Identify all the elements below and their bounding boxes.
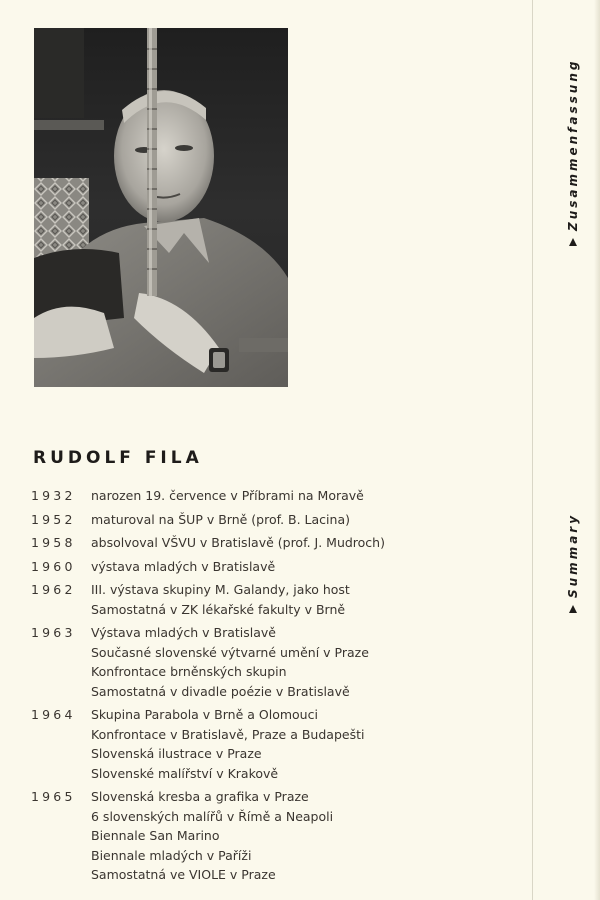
entry-event: absolvoval VŠVU v Bratislavě (prof. J. Mudroch) <box>91 535 385 550</box>
entry-event: Biennale mladých v Paříži <box>91 847 252 863</box>
entry-event: Samostatná v divadle poézie v Bratislavě <box>91 683 350 699</box>
chronology-entry <box>31 533 511 553</box>
entry-event: 6 slovenských malířů v Římě a Neapoli <box>91 808 334 824</box>
chronology-entry <box>31 580 511 619</box>
artist-name-heading: RUDOLF FILA <box>33 448 203 468</box>
chronology-entry <box>31 557 511 577</box>
chronology-entry <box>31 486 511 506</box>
entry-event: Konfrontace brněnských skupin <box>91 664 287 679</box>
entry-year: 1963 <box>31 625 76 640</box>
entry-event: Samostatná ve VIOLE v Praze <box>91 867 276 882</box>
entry-events <box>91 557 511 577</box>
entry-events <box>91 623 511 701</box>
page-tab-divider <box>532 0 533 900</box>
chronology-entry <box>31 623 511 701</box>
artist-portrait-photo <box>34 28 288 387</box>
entry-event: výstava mladých v Bratislavě <box>91 558 276 574</box>
entry-event: Konfrontace v Bratislavě, Praze a Budapešti <box>91 726 365 742</box>
entry-event: III. výstava skupiny M. Galandy, jako host <box>91 582 350 597</box>
entry-event: Současné slovenské výtvarné umění v Praze <box>91 644 369 660</box>
entry-event: maturoval na ŠUP v Brně (prof. B. Lacina) <box>91 511 350 527</box>
entry-event: narozen 19. července v Příbrami na Moravě <box>91 488 364 503</box>
triangle-arrow-icon <box>569 605 577 613</box>
entry-year: 1962 <box>31 582 76 597</box>
entry-event: Slovenská ilustrace v Praze <box>91 746 262 761</box>
entry-event: Samostatná v ZK lékařské fakulty v Brně <box>91 601 346 617</box>
entry-events <box>91 787 511 885</box>
entry-events <box>91 510 511 530</box>
entry-events <box>91 580 511 619</box>
entry-year: 1965 <box>31 789 76 804</box>
entry-event: Biennale San Marino <box>91 828 220 843</box>
entry-year: 1952 <box>31 511 76 527</box>
entry-event: Slovenské malířství v Krakově <box>91 765 279 781</box>
entry-events <box>91 486 511 506</box>
page-edge <box>594 0 600 900</box>
entry-event: Výstava mladých v Bratislavě <box>91 625 276 640</box>
entry-events <box>91 705 511 783</box>
entry-event: Skupina Parabola v Brně a Olomouci <box>91 707 318 722</box>
tab-zusammenfassung[interactable] <box>566 59 580 246</box>
chronology-list <box>31 486 511 889</box>
entry-year: 1960 <box>31 558 76 574</box>
entry-event: Slovenská kresba a grafika v Praze <box>91 789 309 804</box>
chronology-entry <box>31 705 511 783</box>
entry-events <box>91 533 511 553</box>
chronology-entry <box>31 787 511 885</box>
entry-year: 1958 <box>31 535 76 550</box>
entry-year: 1964 <box>31 707 76 722</box>
portrait-illustration <box>34 28 288 387</box>
triangle-arrow-icon <box>569 238 577 246</box>
tab-label: Summary <box>566 512 580 598</box>
tab-label: Zusammenfassung <box>566 58 580 231</box>
entry-year: 1932 <box>31 488 76 503</box>
tab-summary[interactable] <box>566 513 580 613</box>
chronology-entry <box>31 510 511 530</box>
